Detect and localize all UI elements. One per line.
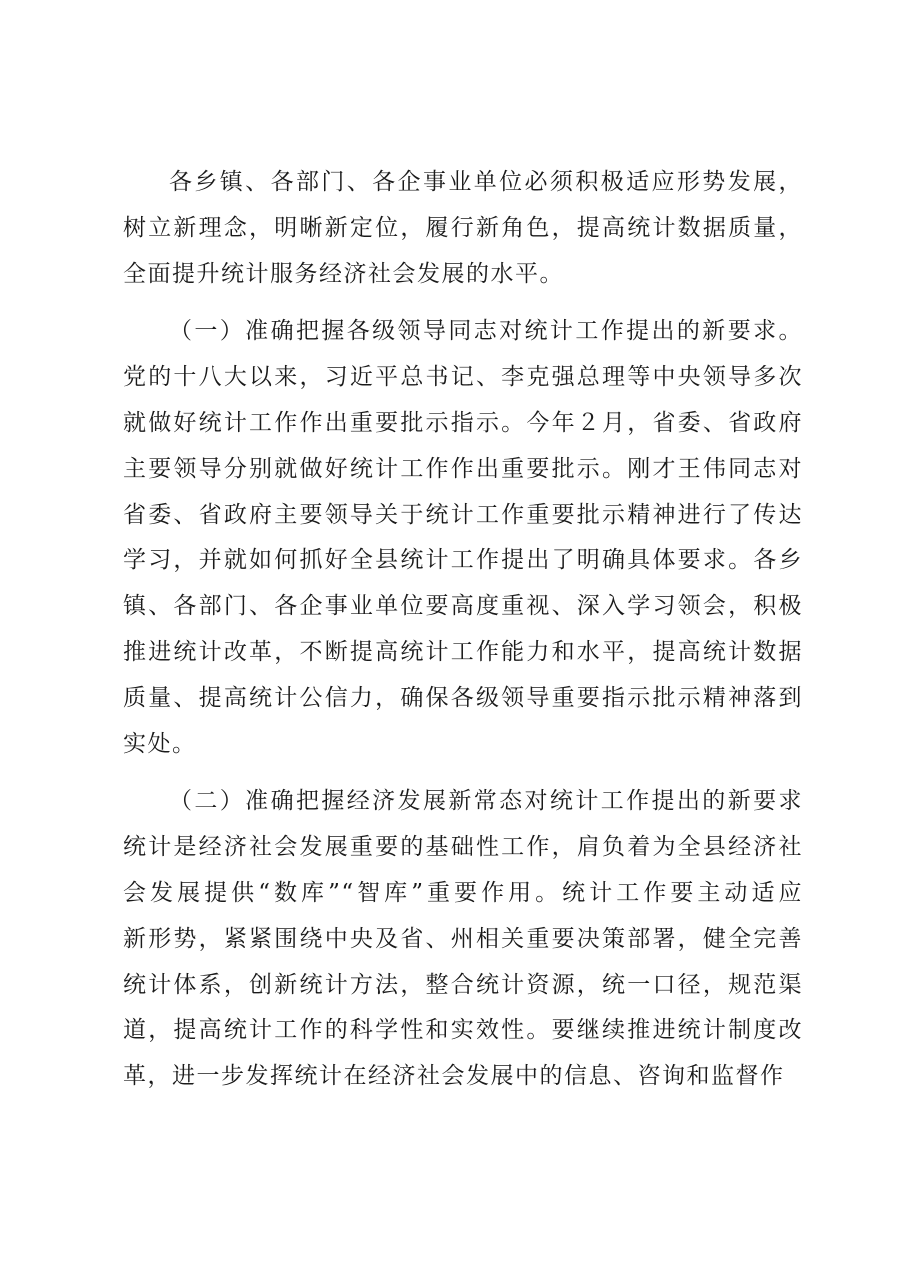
document-page bbox=[123, 160, 803, 1100]
text-line: 推进统计改革，不断提高统计工作能力和水平，提高统计数据 bbox=[123, 638, 803, 665]
text-line: 党的十八大以来，习近平总书记、李克强总理等中央领导多次 bbox=[123, 364, 803, 391]
text-line: （二）准确把握经济发展新常态对统计工作提出的新要求 bbox=[169, 788, 803, 815]
text-line: 道，提高统计工作的科学性和实效性。要继续推进统计制度改 bbox=[123, 1017, 803, 1044]
text-line: 质量、提高统计公信力，确保各级领导重要指示批示精神落到 bbox=[123, 684, 803, 711]
paragraph-3 bbox=[123, 779, 803, 1100]
text-line: （一）准确把握各级领导同志对统计工作提出的新要求。 bbox=[169, 318, 803, 345]
text-line: 统计体系，创新统计方法，整合统计资源，统一口径，规范渠 bbox=[123, 971, 803, 998]
text-line: 统计是经济社会发展重要的基础性工作，肩负着为全县经济社 bbox=[123, 834, 803, 861]
text-line: 实处。 bbox=[123, 730, 197, 757]
text-line: 各乡镇、各部门、各企事业单位必须积极适应形势发展， bbox=[169, 169, 803, 195]
text-line: 学习，并就如何抓好全县统计工作提出了明确具体要求。各乡 bbox=[123, 547, 803, 574]
text-line: 就做好统计工作作出重要批示指示。今年２月，省委、省政府 bbox=[123, 409, 803, 436]
document-body bbox=[123, 160, 803, 1100]
text-line: 会发展提供“数库”“智库”重要作用。统计工作要主动适应 bbox=[123, 879, 803, 906]
text-line: 革，进一步发挥统计在经济社会发展中的信息、咨询和监督作 bbox=[123, 1063, 785, 1090]
text-line: 全面提升统计服务经济社会发展的水平。 bbox=[123, 260, 564, 287]
text-line: 树立新理念，明晰新定位，履行新角色，提高统计数据质量， bbox=[123, 214, 803, 241]
paragraph-1 bbox=[123, 160, 803, 297]
text-line: 省委、省政府主要领导关于统计工作重要批示精神进行了传达 bbox=[123, 501, 803, 528]
text-line: 镇、各部门、各企事业单位要高度重视、深入学习领会，积极 bbox=[123, 593, 803, 620]
text-line: 新形势，紧紧围绕中央及省、州相关重要决策部署，健全完善 bbox=[123, 925, 803, 952]
paragraph-2 bbox=[123, 309, 803, 767]
text-line: 主要领导分别就做好统计工作作出重要批示。刚才王伟同志对 bbox=[123, 455, 803, 482]
